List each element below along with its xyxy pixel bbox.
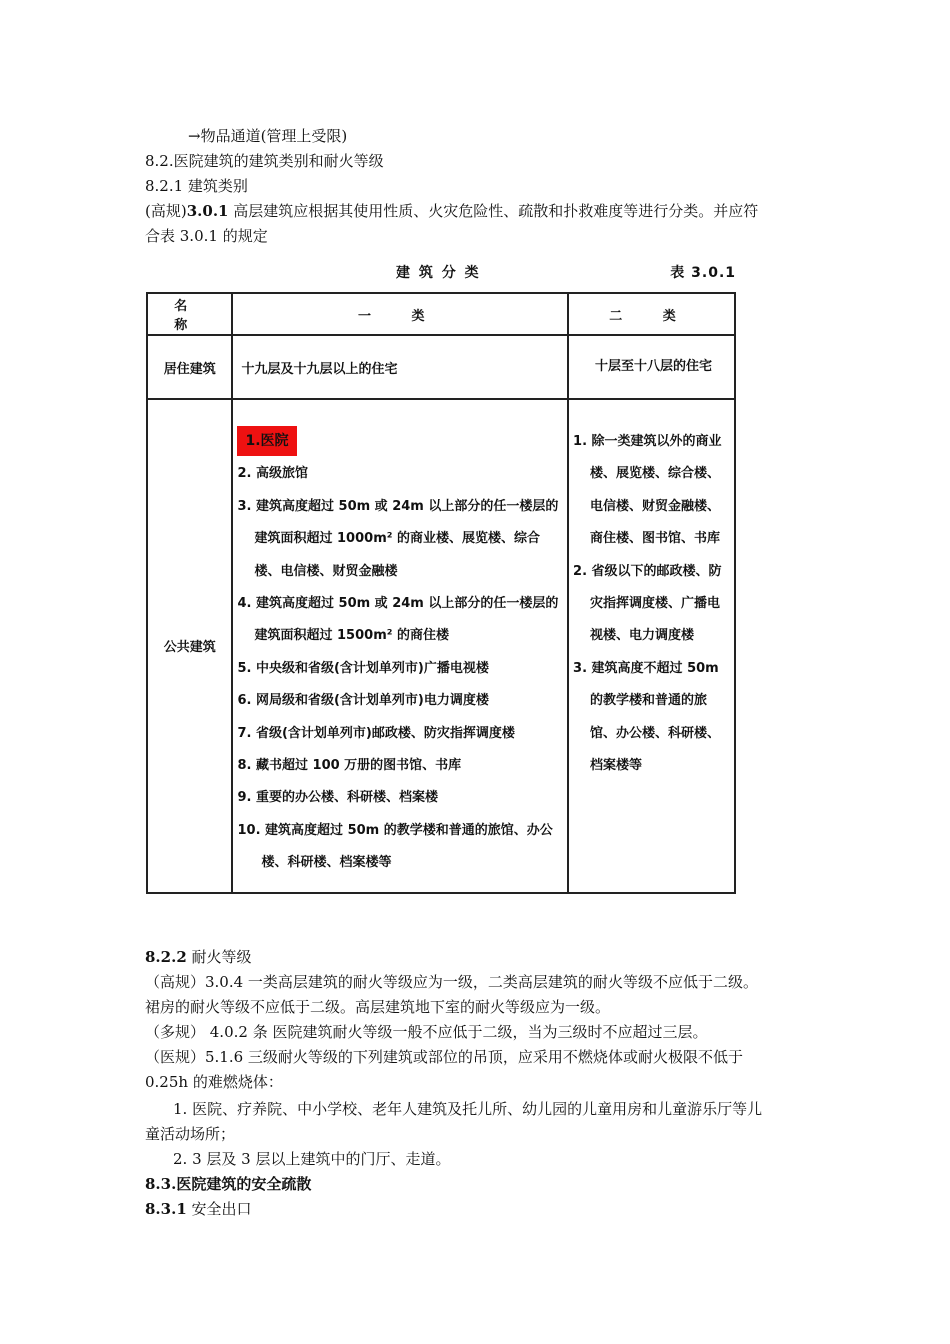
paragraph-line bbox=[145, 200, 758, 222]
header-class1: 一 类 bbox=[232, 293, 568, 335]
clause-number: 8.3.1 bbox=[145, 1200, 187, 1218]
list-item: 3. 建筑高度不超过 50m 的教学楼和普通的旅馆、办公楼、科研楼、档案楼等 bbox=[573, 660, 721, 774]
para-text: 高层建筑应根据其使用性质、火灾危险性、疏散和扑救难度等进行分类。并应符 bbox=[228, 202, 759, 220]
list-item: 1. 除一类建筑以外的商业楼、展览楼、综合楼、电信楼、财贸金融楼、商住楼、图书馆、书库 bbox=[573, 434, 722, 547]
clause-number: 8.2.2 bbox=[145, 948, 187, 966]
paragraph-line: （多规） 4.0.2 条 医院建筑耐火等级一般不应低于二级，当为三级时不应超过三层。 bbox=[145, 1023, 708, 1041]
list-item: 9. 重要的办公楼、科研楼、档案楼 bbox=[237, 790, 438, 806]
section-heading: 8.2.医院建筑的建筑类别和耐火等级 bbox=[145, 152, 384, 170]
list-line: 童活动场所； bbox=[145, 1125, 236, 1143]
list-item: 2. 省级以下的邮政楼、防灾指挥调度楼、广播电视楼、电力调度楼 bbox=[573, 563, 722, 644]
heading-text: 耐火等级 bbox=[186, 948, 252, 966]
class1-list bbox=[233, 422, 567, 892]
table-number: 表 3.0.1 bbox=[670, 265, 736, 281]
paragraph-line: 裙房的耐火等级不应低于二级。高层建筑地下室的耐火等级应为一级。 bbox=[145, 998, 611, 1016]
subsection-heading: 8.2.1 建筑类别 bbox=[145, 177, 248, 195]
list-item: 2. 高级旅馆 bbox=[237, 466, 308, 482]
cell-text: 十层至十八层的住宅 bbox=[595, 359, 713, 374]
table-row bbox=[147, 335, 735, 399]
highlighted-item: 1.医院 bbox=[237, 426, 296, 456]
row-name: 公共建筑 bbox=[147, 399, 232, 893]
header-class2: 二 类 bbox=[568, 293, 735, 335]
clause-number: 3.0.1 bbox=[186, 202, 229, 220]
row-name: 居住建筑 bbox=[147, 335, 232, 399]
subsection-heading bbox=[145, 1198, 252, 1220]
heading-text: 安全出口 bbox=[186, 1200, 252, 1218]
subsection-heading bbox=[145, 946, 252, 968]
list-item: 10. 建筑高度超过 50m 的教学楼和普通的旅馆、办公楼、科研楼、档案楼等 bbox=[237, 822, 553, 871]
table-caption bbox=[146, 262, 736, 284]
list-line: 2. 3 层及 3 层以上建筑中的门厅、走道。 bbox=[173, 1150, 451, 1168]
text-line: →物品通道(管理上受限) bbox=[188, 127, 348, 145]
table-title: 建 筑 分 类 bbox=[396, 265, 481, 281]
list-item: 5. 中央级和省级(含计划单列市)广播电视楼 bbox=[237, 660, 489, 676]
class2-list bbox=[569, 422, 734, 794]
header-name: 名 称 bbox=[147, 293, 232, 335]
paragraph-line: （高规）3.0.4 一类高层建筑的耐火等级应为一级，二类高层建筑的耐火等级不应低于二级。 bbox=[145, 973, 758, 991]
list-item: 8. 藏书超过 100 万册的图书馆、书库 bbox=[237, 758, 462, 774]
list-line: 1. 医院、疗养院、中小学校、老年人建筑及托儿所、幼儿园的儿童用房和儿童游乐厅等儿 bbox=[173, 1100, 763, 1118]
paragraph-line: 0.25h 的难燃烧体： bbox=[145, 1073, 283, 1091]
paragraph-line: 合表 3.0.1 的规定 bbox=[145, 227, 268, 245]
list-item: 3. 建筑高度超过 50m 或 24m 以上部分的任一楼层的建筑面积超过 1000m² 的商业楼、展览楼、综合楼、电信楼、财贸金融楼 bbox=[237, 498, 559, 579]
para-prefix: (高规) bbox=[145, 202, 187, 220]
list-item bbox=[237, 426, 561, 458]
paragraph-line: （医规）5.1.6 三级耐火等级的下列建筑或部位的吊顶，应采用不燃烧体或耐火极限不低于 bbox=[145, 1048, 743, 1066]
table-header-row bbox=[147, 293, 735, 335]
list-item: 4. 建筑高度超过 50m 或 24m 以上部分的任一楼层的建筑面积超过 1500m² 的商住楼 bbox=[237, 596, 559, 644]
classification-table bbox=[146, 292, 736, 894]
list-item: 7. 省级(含计划单列市)邮政楼、防灾指挥调度楼 bbox=[237, 725, 515, 741]
section-heading: 8.3.医院建筑的安全疏散 bbox=[145, 1175, 312, 1193]
list-item: 6. 网局级和省级(含计划单列市)电力调度楼 bbox=[237, 693, 489, 709]
table-row bbox=[147, 399, 735, 893]
cell-text: 十九层及十九层以上的住宅 bbox=[241, 361, 398, 377]
